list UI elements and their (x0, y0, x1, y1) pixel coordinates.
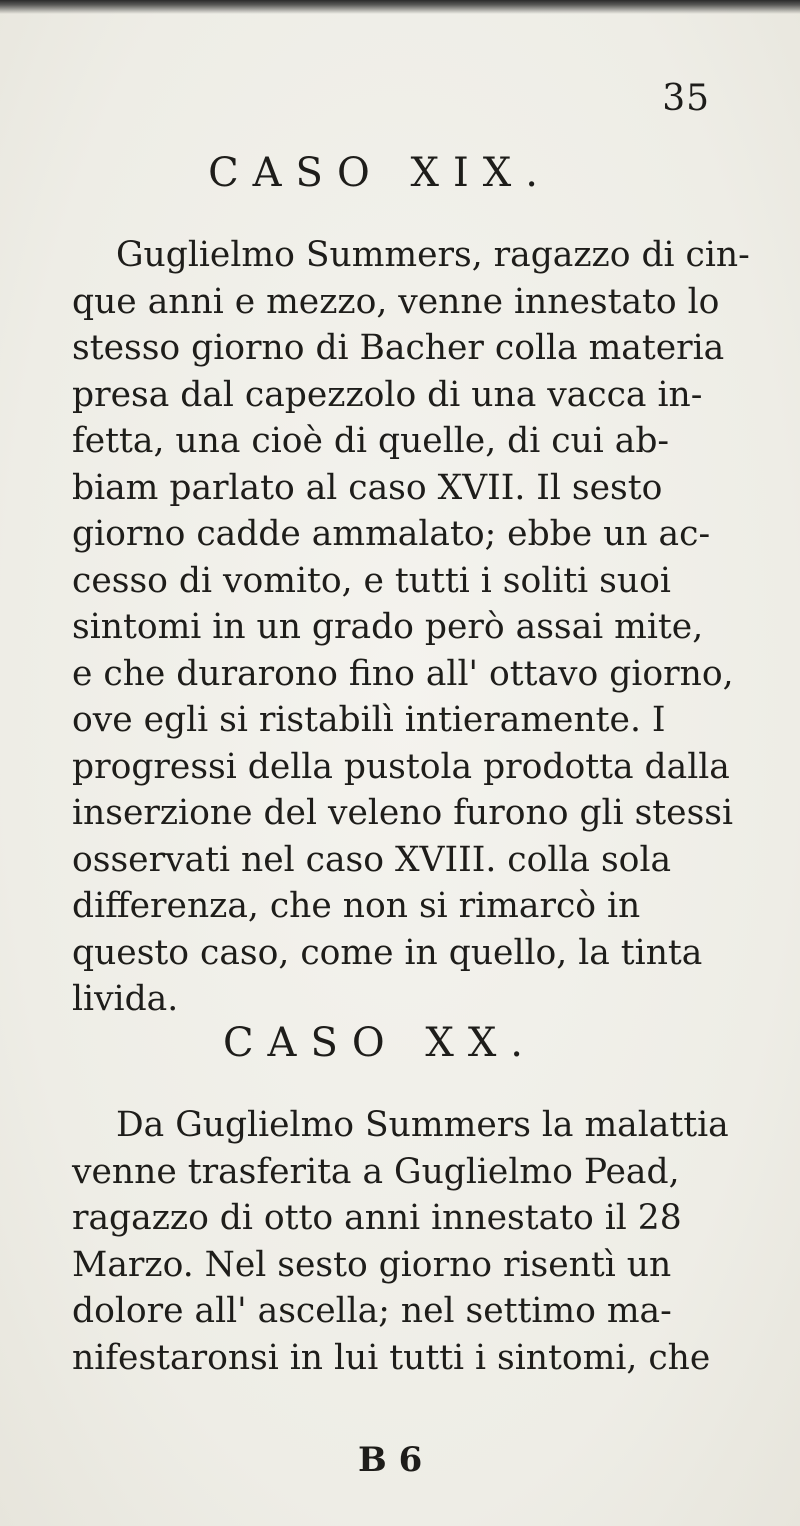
text-line: ragazzo di otto anni innestato il 28 (72, 1198, 682, 1238)
text-line: giorno cadde ammalato; ebbe un ac- (72, 514, 711, 554)
text-line: ove egli si ristabilì intieramente. I (72, 700, 666, 740)
text-line: progressi della pustola prodotta dalla (72, 746, 730, 787)
text-line: dolore all' ascella; nel settimo ma- (72, 1291, 672, 1331)
text-line: Da Guglielmo Summers la malattia (116, 1105, 729, 1145)
section-title-caso-xix: CASO XIX. (208, 150, 552, 196)
text-line: osservati nel caso XVIII. colla sola (72, 839, 672, 880)
page-number: 35 (662, 78, 710, 119)
text-line: Marzo. Nel sesto giorno risentì un (72, 1244, 672, 1285)
text-line: Guglielmo Summers, ragazzo di cin- (116, 235, 750, 275)
text-line: cesso di vomito, e tutti i soliti suoi (72, 560, 671, 601)
text-line: fetta, una cioè di quelle, di cui ab- (72, 421, 670, 461)
text-line: que anni e mezzo, venne innestato lo (72, 281, 720, 322)
text-line: sintomi in un grado però assai mite, (72, 607, 704, 647)
page-top-edge (0, 0, 800, 14)
signature-mark: B 6 (358, 1440, 423, 1480)
text-line: nifestaronsi in lui tutti i sintomi, che (72, 1337, 711, 1378)
section-title-caso-xx: CASO XX. (222, 1020, 538, 1066)
text-line: livida. (72, 979, 179, 1019)
section-body-caso-xx (72, 1102, 732, 1381)
text-line: biam parlato al caso XVII. Il sesto (72, 467, 663, 508)
text-line: presa dal capezzolo di una vacca in- (72, 374, 703, 415)
text-line: stesso giorno di Bacher colla materia (72, 328, 725, 368)
text-line: e che durarono fino all' ottavo giorno, (72, 653, 734, 694)
text-line: venne trasferita a Guglielmo Pead, (72, 1151, 680, 1192)
section-body-caso-xix (72, 232, 750, 1023)
text-line: differenza, che non si rimarcò in (72, 886, 641, 926)
text-line: inserzione del veleno furono gli stessi (72, 793, 734, 833)
text-line: questo caso, come in quello, la tinta (72, 932, 703, 973)
